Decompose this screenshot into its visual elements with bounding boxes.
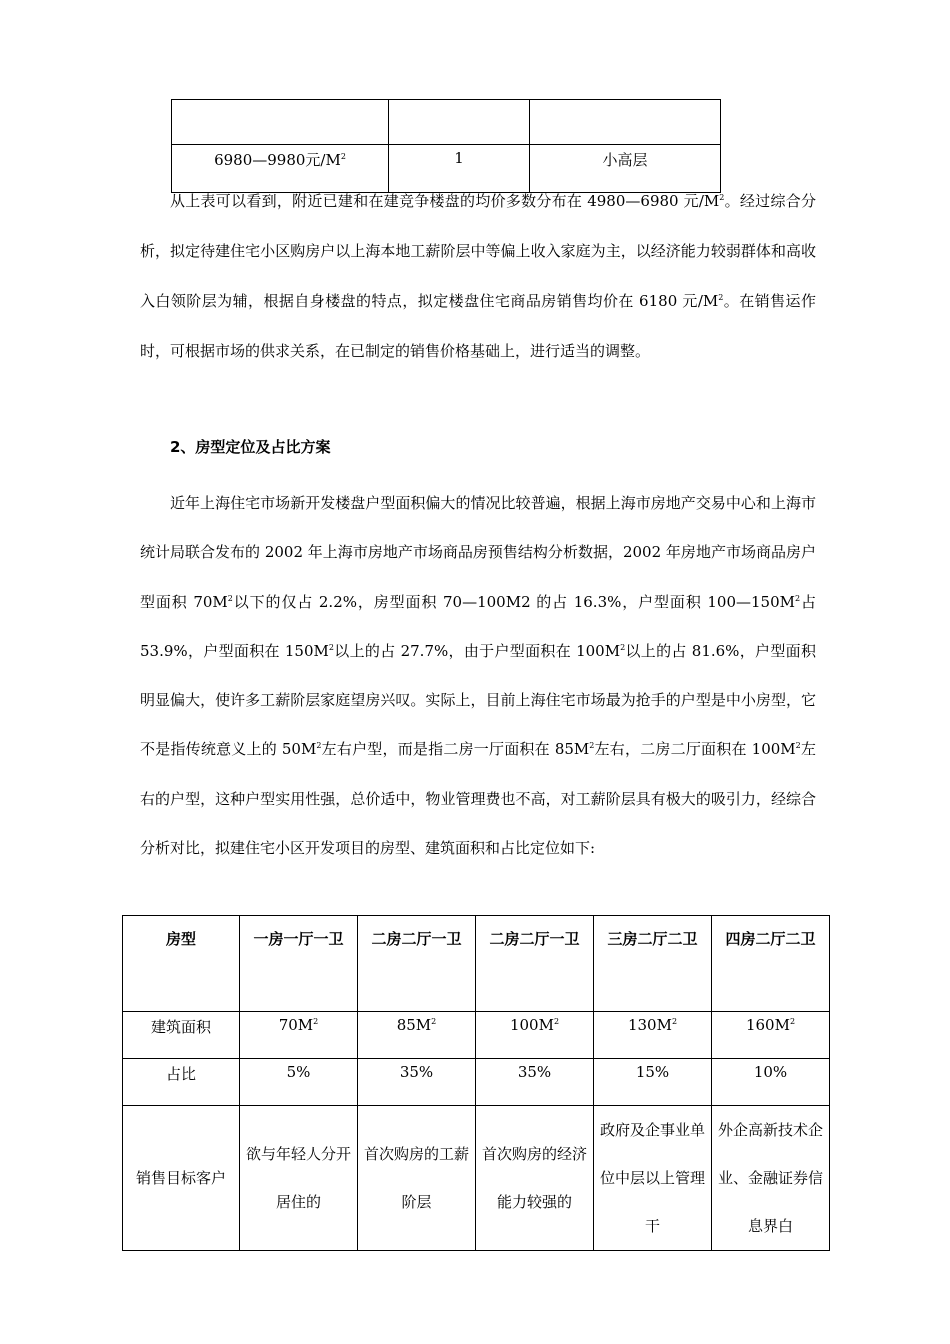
header-cell: 三房二厅二卫 — [594, 916, 712, 1012]
superscript: 2 — [328, 642, 334, 652]
area-value: 160M — [745, 1016, 790, 1034]
table-cell — [530, 100, 721, 145]
paragraph-text: 。在销售运作时，可根据市场的供求关系，在已制定的销售价格基础上，进行适当的调整。 — [140, 292, 816, 360]
ratio-cell: 5% — [240, 1059, 358, 1106]
table-cell — [389, 100, 530, 145]
superscript: 2 — [316, 741, 322, 751]
ratio-cell: 35% — [358, 1059, 476, 1106]
paragraph-room-analysis — [140, 479, 816, 873]
building-type-cell: 小高层 — [530, 145, 721, 193]
superscript: 2 — [340, 152, 346, 161]
ratio-cell: 15% — [594, 1059, 712, 1106]
area-value: 70M — [278, 1016, 314, 1034]
paragraph-text: 以上的占 27.7%，由于户型面积在 100M — [333, 641, 621, 660]
target-cell: 政府及企事业单位中层以上管理干 — [594, 1106, 712, 1251]
header-cell: 二房二厅一卫 — [476, 916, 594, 1012]
table-header-row — [123, 916, 830, 1012]
paragraph-price-analysis — [140, 176, 816, 376]
ratio-cell: 10% — [712, 1059, 830, 1106]
area-cell — [240, 1012, 358, 1059]
area-value: 130M — [627, 1016, 672, 1034]
target-cell: 首次购房的经济能力较强的 — [476, 1106, 594, 1251]
row-label: 建筑面积 — [123, 1012, 240, 1059]
header-cell: 二房二厅一卫 — [358, 916, 476, 1012]
table-row — [123, 1059, 830, 1106]
superscript: 2 — [313, 1017, 319, 1026]
paragraph-text: 近年上海住宅市场新开发楼盘户型面积偏大的情况比较普遍，根据上海市房地产交易中心和上海市统计局联合发布的 2002 年上海市房地产市场商品房预售结构分析数据，2002 年房地产市场商品房户型面积 70M — [140, 494, 816, 611]
area-value: 85M — [396, 1016, 432, 1034]
count-cell: 1 — [389, 145, 530, 193]
table-cell — [172, 100, 389, 145]
superscript: 2 — [553, 1017, 560, 1026]
price-range-text: 6980—9980元/M — [214, 151, 341, 169]
superscript: 2 — [795, 593, 801, 603]
paragraph-text: 占 53.9%，户型面积在 150M — [140, 592, 816, 660]
paragraph-text: 以下的仅占 2.2%，房型面积 70—100M2 的占 16.3%，户型面积 100—150M — [232, 592, 795, 611]
paragraph-text: 以上的占 81.6%，户型面积明显偏大，使许多工薪阶层家庭望房兴叹。实际上，目前上海住宅市场最为抢手的户型是中小房型，它不是指传统意义上的 50M — [140, 641, 816, 759]
header-cell: 一房一厅一卫 — [240, 916, 358, 1012]
paragraph-text: 从上表可以看到，附近已建和在建竞争楼盘的均价多数分布在 4980—6980 元/M — [170, 192, 720, 210]
header-cell: 房型 — [123, 916, 240, 1012]
row-label: 占比 — [123, 1059, 240, 1106]
paragraph-text: 左右的户型，这种户型实用性强，总价适中，物业管理费也不高，对工薪阶层具有极大的吸引力，经综合分析对比，拟建住宅小区开发项目的房型、建筑面积和占比定位如下: — [140, 740, 816, 858]
superscript: 2 — [789, 1017, 796, 1026]
table-row — [172, 100, 721, 145]
superscript: 2 — [671, 1017, 678, 1026]
superscript: 2 — [620, 642, 626, 652]
superscript: 2 — [795, 741, 801, 751]
paragraph-text: 左右户型，而是指二房一厅面积在 85M — [321, 740, 590, 759]
superscript: 2 — [589, 741, 595, 751]
header-cell: 四房二厅二卫 — [712, 916, 830, 1012]
row-label: 销售目标客户 — [123, 1106, 240, 1251]
superscript: 2 — [719, 193, 725, 202]
ratio-cell: 35% — [476, 1059, 594, 1106]
area-value: 100M — [509, 1016, 554, 1034]
room-type-table — [122, 915, 830, 1251]
area-cell — [712, 1012, 830, 1059]
superscript: 2 — [431, 1017, 437, 1026]
target-cell: 首次购房的工薪阶层 — [358, 1106, 476, 1251]
area-cell — [358, 1012, 476, 1059]
target-cell: 外企高新技术企业、金融证券信息界白 — [712, 1106, 830, 1251]
paragraph-text: 。经过综合分析，拟定待建住宅小区购房户以上海本地工薪阶层中等偏上收入家庭为主，以经济能力较弱群体和高收入白领阶层为辅，根据自身楼盘的特点，拟定楼盘住宅商品房销售均价在 6180 元/M — [140, 192, 816, 310]
table-row — [123, 1106, 830, 1251]
section-heading: 2、房型定位及占比方案 — [170, 438, 331, 456]
area-cell — [594, 1012, 712, 1059]
superscript: 2 — [227, 593, 233, 603]
target-cell: 欲与年轻人分开居住的 — [240, 1106, 358, 1251]
area-cell — [476, 1012, 594, 1059]
paragraph-text: 左右，二房二厅面积在 100M — [594, 740, 796, 759]
table-row — [123, 1012, 830, 1059]
superscript: 2 — [718, 293, 724, 302]
